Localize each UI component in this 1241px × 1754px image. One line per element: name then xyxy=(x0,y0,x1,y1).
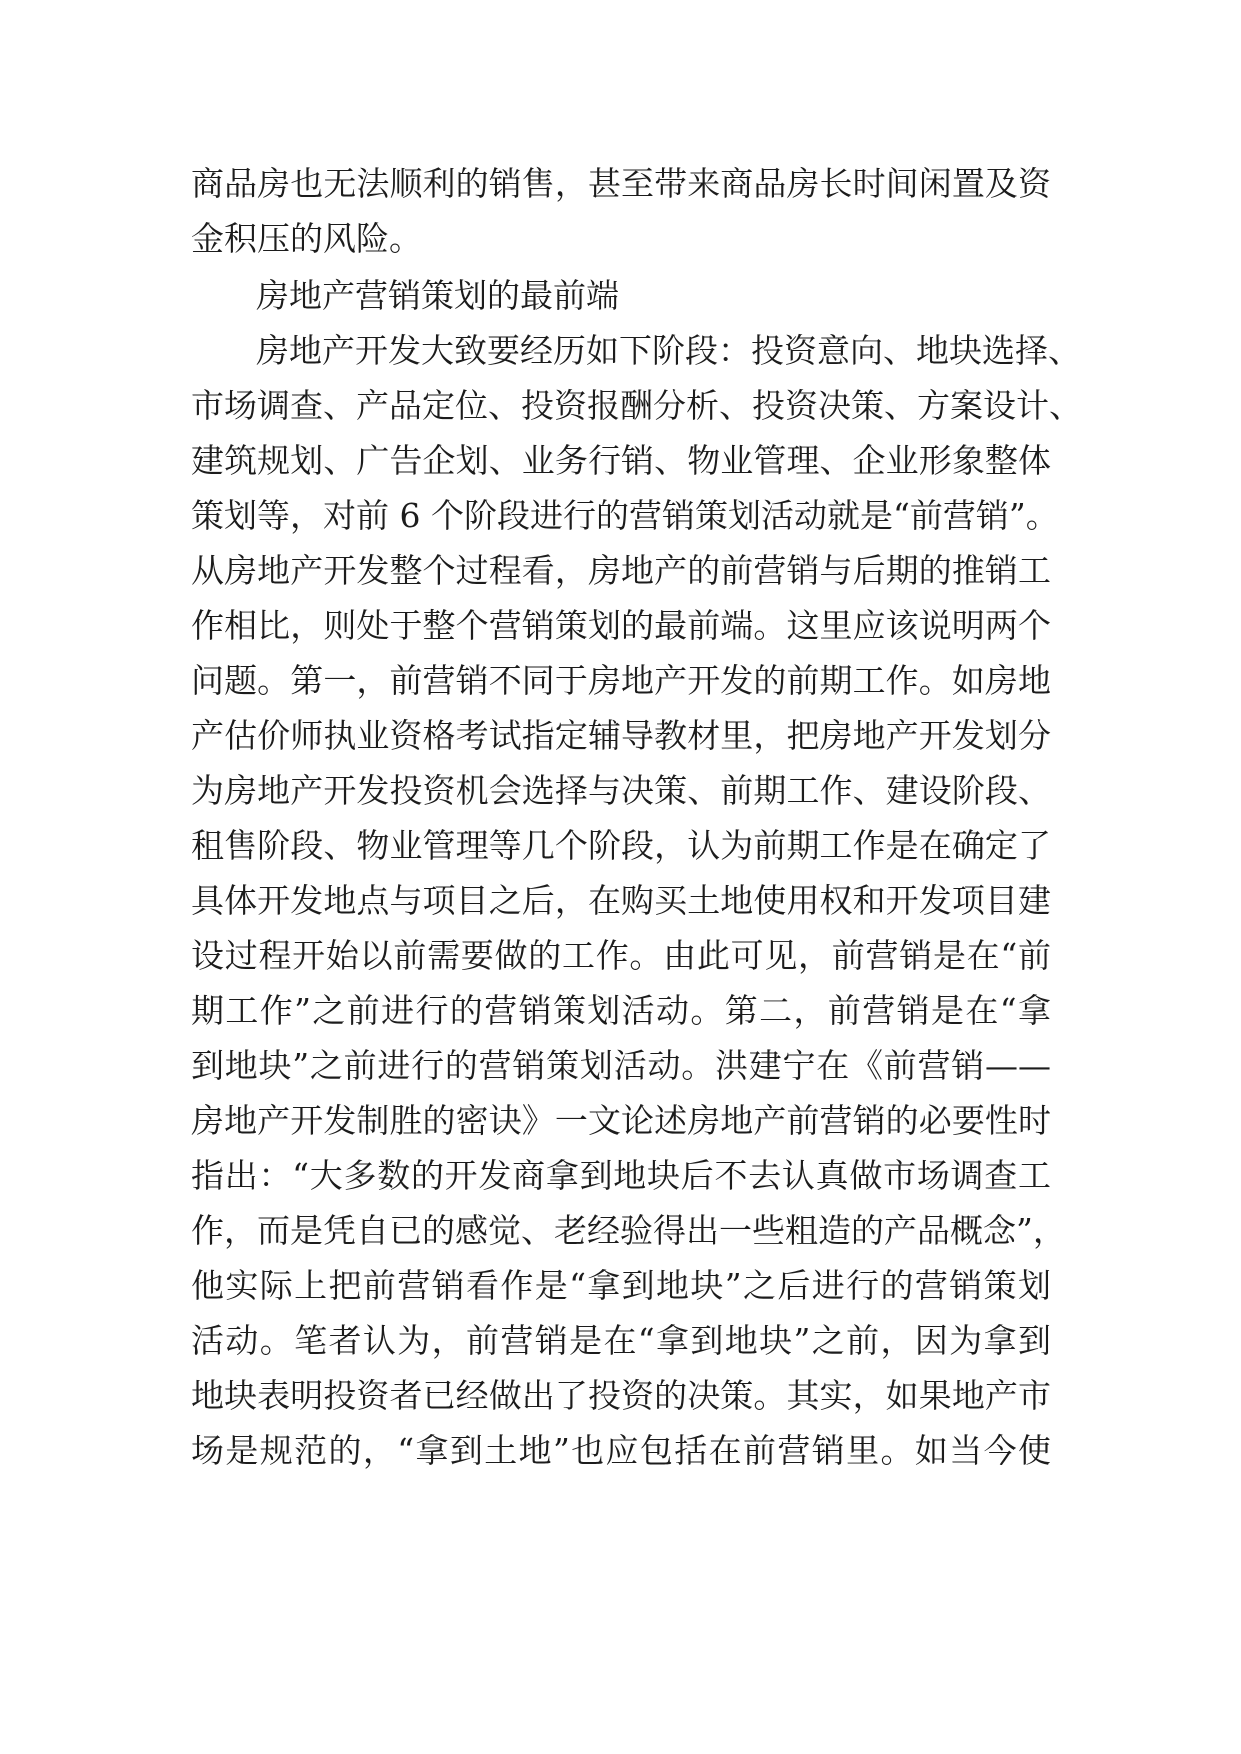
text-line: 设过程开始以前需要做的工作。由此可见，前营销是在“前 xyxy=(191,936,1051,975)
text-line: 建筑规划、广告企划、业务行销、物业管理、企业形象整体 xyxy=(191,441,1051,480)
text-line: 指出：“大多数的开发商拿到地块后不去认真做市场调查工 xyxy=(191,1156,1051,1195)
text-line: 问题。第一，前营销不同于房地产开发的前期工作。如房地 xyxy=(191,661,1051,700)
text-line: 从房地产开发整个过程看，房地产的前营销与后期的推销工 xyxy=(191,551,1051,590)
text-line: 市场调查、产品定位、投资报酬分析、投资决策、方案设计、 xyxy=(191,386,1082,425)
text-line: 为房地产开发投资机会选择与决策、前期工作、建设阶段、 xyxy=(191,771,1051,810)
text-line: 商品房也无法顺利的销售，甚至带来商品房长时间闲置及资 xyxy=(191,164,1051,203)
text-line: 作，而是凭自已的感觉、老经验得出一些粗造的产品概念”， xyxy=(191,1211,1066,1250)
section-heading: 房地产营销策划的最前端 xyxy=(256,276,619,315)
text-line: 期工作”之前进行的营销策划活动。第二，前营销是在“拿 xyxy=(191,991,1051,1030)
text-line: 具体开发地点与项目之后，在购买土地使用权和开发项目建 xyxy=(191,881,1051,920)
text-line: 房地产开发制胜的密诀》一文论述房地产前营销的必要性时 xyxy=(191,1101,1051,1140)
text-line: 场是规范的，“拿到土地”也应包括在前营销里。如当今使 xyxy=(191,1431,1051,1470)
text-line: 他实际上把前营销看作是“拿到地块”之后进行的营销策划 xyxy=(191,1266,1051,1305)
text-line: 租售阶段、物业管理等几个阶段，认为前期工作是在确定了 xyxy=(191,826,1051,865)
text-line: 产估价师执业资格考试指定辅导教材里，把房地产开发划分 xyxy=(191,716,1051,755)
text-line: 策划等，对前 6 个阶段进行的营销策划活动就是“前营销”。 xyxy=(191,496,1059,535)
text-line: 到地块”之前进行的营销策划活动。洪建宁在《前营销—— xyxy=(191,1046,1051,1085)
text-line: 房地产开发大致要经历如下阶段：投资意向、地块选择、 xyxy=(256,331,1081,370)
text-line: 金积压的风险。 xyxy=(191,219,422,258)
text-line: 活动。笔者认为，前营销是在“拿到地块”之前，因为拿到 xyxy=(191,1321,1051,1360)
text-line: 作相比，则处于整个营销策划的最前端。这里应该说明两个 xyxy=(191,606,1051,645)
text-line: 地块表明投资者已经做出了投资的决策。其实，如果地产市 xyxy=(191,1376,1051,1415)
